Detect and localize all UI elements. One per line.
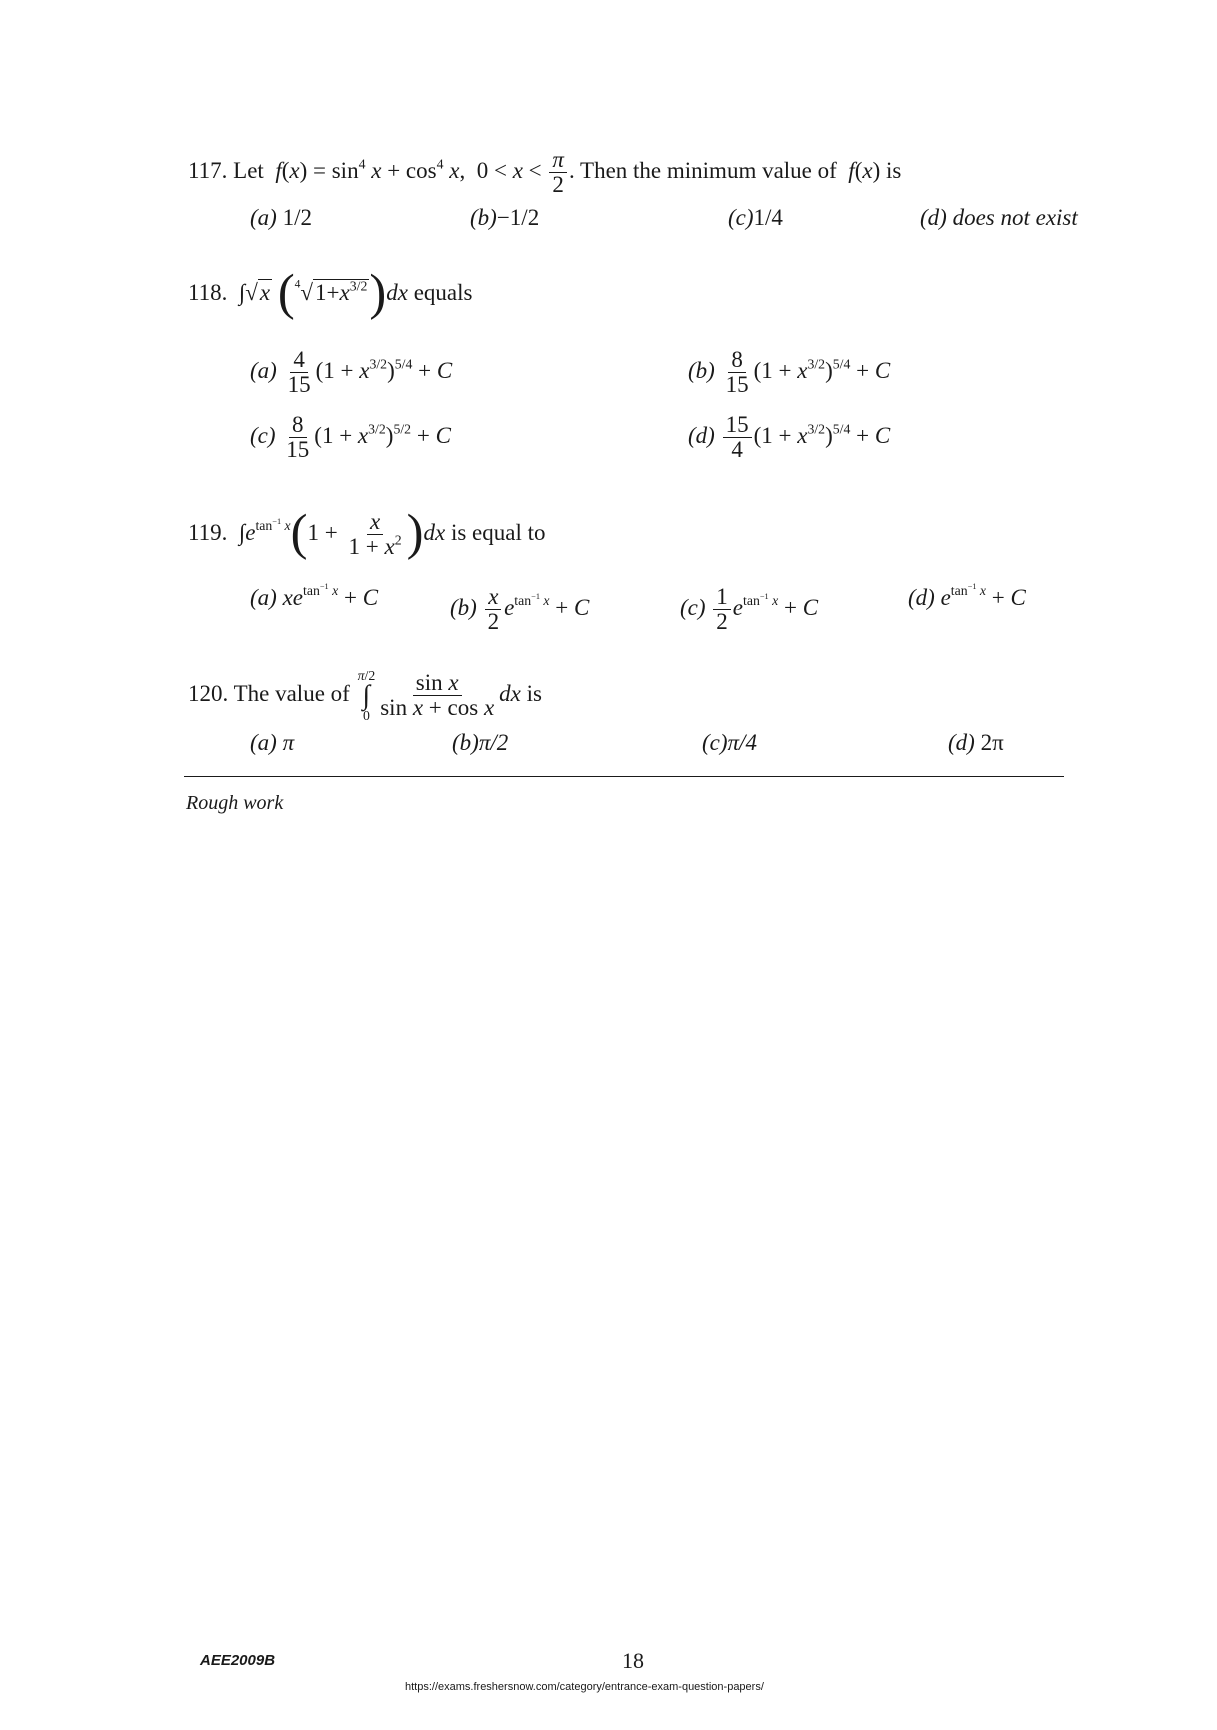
formula: $f(x) = \sin^4 x + \cos^4 x$, 0 < x < $\frac{\pi}{2}$ [270,158,569,183]
question-120 [188,668,542,723]
formula: $\int e^{tan^{-1} x}(1$ + $\frac{x}{1 + x^2}$ )dx [233,504,446,561]
question-118 [188,264,473,321]
option-120-a[interactable] [250,730,294,756]
option-118-a[interactable] [250,348,452,397]
option-label: (d) [908,585,935,610]
question-number: 120. [188,680,229,706]
rough-work-label: Rough work [186,792,284,814]
option-label: (a) [250,730,277,755]
question-stem-tail: equals [413,280,473,305]
question-stem-tail: is equal to [450,519,546,545]
formula: f(x) [848,157,886,183]
option-text: π [282,730,295,755]
option-119-d[interactable] [908,582,1026,611]
option-text: π/2 [478,730,509,755]
option-label: (a) [250,585,277,610]
option-formula: $\frac{8}{15}$ $(1 + x^{3/2})^{5/2} + C$ [286,412,451,463]
source-url[interactable]: https://exams.freshersnow.com/category/entrance-exam-question-papers/ [405,1681,764,1693]
page-number: 18 [622,1648,644,1673]
option-119-a[interactable] [250,582,379,611]
option-label: (b) [470,205,497,230]
option-text: π/4 [727,730,757,755]
option-formula: $\frac{15}{4}$ $(1 + x^{3/2})^{5/4} + C$ [721,423,891,448]
question-stem-tail: is [526,680,542,706]
question-number: 117. [188,157,228,183]
option-118-c[interactable] [250,413,451,462]
option-label: (c) [728,205,754,230]
question-number: 118. [188,280,228,305]
option-label: (a) [250,357,277,383]
option-117-a[interactable] [250,205,312,231]
section-divider [184,776,1064,777]
option-117-d[interactable] [920,205,1078,231]
question-stem-lead: Let [233,157,264,183]
question-stem-lead: The value of [233,680,350,706]
option-label: (d) [948,730,975,755]
option-formula: $e^{tan^{-1} x} + C$ [940,582,1026,610]
option-formula: $\frac{4}{15}$ $(1 + x^{3/2})^{5/4} + C$ [287,347,453,398]
option-text: 1/2 [282,205,312,230]
option-117-c[interactable] [728,205,783,231]
question-119 [188,504,546,561]
question-stem-tail: . Then the minimum value of [568,157,837,183]
option-text: −1/2 [496,205,540,230]
option-120-b[interactable] [452,730,508,756]
option-118-b[interactable] [688,348,890,397]
option-119-b[interactable] [450,585,589,634]
option-label: (c) [680,594,706,620]
option-label: (d) [920,205,947,230]
option-117-b[interactable] [470,205,539,231]
option-120-c[interactable] [702,730,757,756]
formula: ∫√x $(^4√1+x^{3/2})dx$ [233,264,408,321]
option-formula: $\frac{x}{2}$ $e^{tan^{-1} x} + C$ [483,595,590,620]
option-label: (b) [688,357,715,383]
option-formula: $\frac{8}{15}$ $(1 + x^{3/2})^{5/4} + C$ [725,347,891,398]
option-text: does not exist [952,205,1078,230]
option-text: 1/4 [753,205,783,230]
option-label: (a) [250,205,277,230]
question-number: 119. [188,519,228,545]
option-label: (d) [688,422,715,448]
formula: π/2 ∫ 0 $\frac{\text{sin x}}{\text{sin x + cos x}}$ dx [357,668,521,723]
option-label: (c) [702,730,728,755]
option-120-d[interactable] [948,730,1004,756]
option-label: (b) [452,730,479,755]
option-label: (c) [250,422,276,448]
option-formula: $\frac{1}{2}$ $e^{tan^{-1} x} + C$ [711,595,818,620]
question-117 [188,148,901,197]
question-stem-end: is [886,157,902,183]
option-118-d[interactable] [688,413,890,462]
option-label: (b) [450,594,477,620]
option-119-c[interactable] [680,585,818,634]
paper-code: AEE2009B [200,1652,276,1669]
option-formula: $xe^{tan^{-1} x} + C$ [282,582,379,610]
option-text: 2π [980,730,1004,755]
